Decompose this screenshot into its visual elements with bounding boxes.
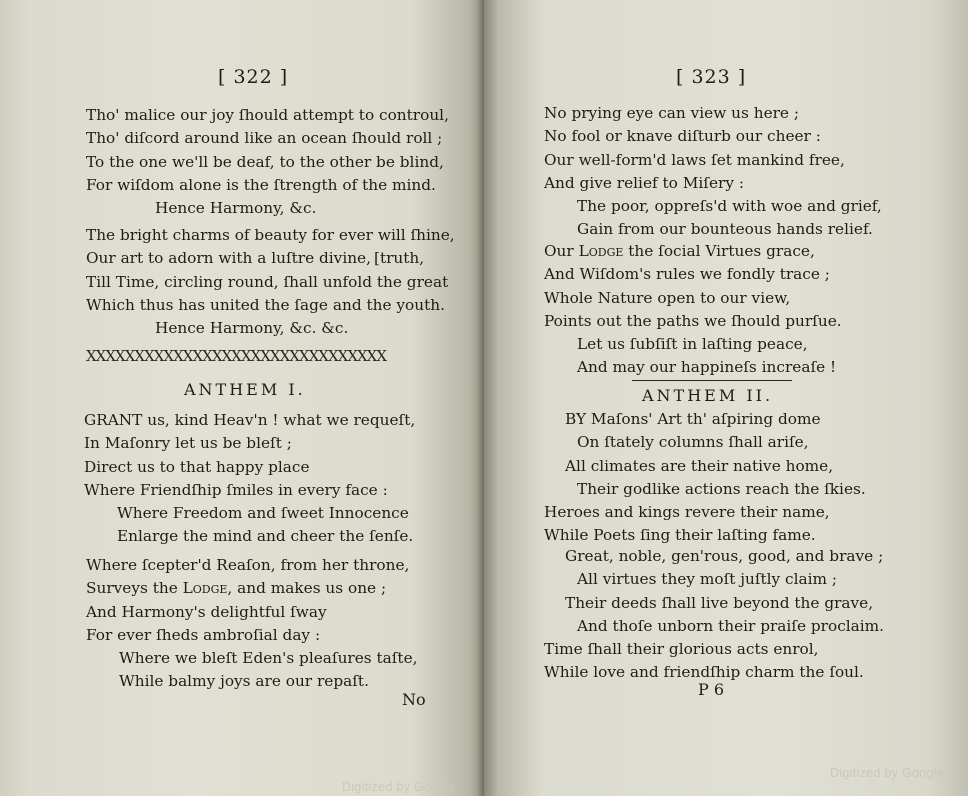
verse-line: Where Freedom and ſweet Innocence xyxy=(117,504,409,523)
verse-line: Direct us to that happy place xyxy=(84,457,310,476)
verse-line xyxy=(544,240,842,263)
verse-line: And thoſe unborn their praiſe proclaim. xyxy=(577,616,885,635)
watermark-right: Digitized by Google xyxy=(830,766,945,780)
verse-line: Great, noble, gen'rous, good, and brave ; xyxy=(565,547,884,565)
verse-line: Where Friendſhip ſmiles in every face : xyxy=(84,480,388,499)
verse-line: For wiſdom alone is the ſtrength of the mind. xyxy=(86,175,436,194)
verse-line: Which thus has united the ſage and the youth. xyxy=(86,295,445,314)
verse-line: The bright charms of beauty for ever will ſhine, xyxy=(86,226,455,244)
verse-line: And may our happineſs increaſe ! xyxy=(577,358,837,377)
verse-line: Time ſhall their glorious acts enrol, xyxy=(544,640,819,659)
verse-line: Their godlike actions reach the ſkies. xyxy=(577,479,866,498)
refrain-line: Hence Harmony, &c. xyxy=(155,199,317,218)
right-poem-stanza-2 xyxy=(544,240,842,380)
verse-line: And Wiſdom's rules we fondly trace ; xyxy=(544,265,830,284)
verse-text: Our art to adorn with a luſtre divine, xyxy=(86,249,371,268)
verse-text: Our xyxy=(544,242,579,260)
verse-line: Tho' malice our joy ſhould attempt to controul, xyxy=(86,106,449,124)
verse-line: No fool or knave diſturb our cheer : xyxy=(544,127,821,146)
verse-line: In Maſonry let us be bleſt ; xyxy=(84,434,292,453)
verse-line: To the one we'll be deaf, to the other be blind, xyxy=(86,152,444,171)
anthem-2-heading: ANTHEM II. xyxy=(642,386,774,405)
verse-text: Surveys the xyxy=(86,579,183,598)
page-number-right: [ 323 ] xyxy=(676,66,747,88)
verse-line: Whole Nature open to our view, xyxy=(544,288,791,307)
verse-line: Till Time, circling round, ſhall unfold the great xyxy=(86,272,449,291)
anthem-2-stanza-1 xyxy=(544,408,866,548)
verse-line: Where ſcepter'd Reaſon, from her throne, xyxy=(86,556,410,574)
left-poem-stanza-1 xyxy=(86,104,449,220)
verse-line: No prying eye can view us here ; xyxy=(544,104,800,122)
section-rule xyxy=(632,380,792,381)
verse-text: , and makes us one ; xyxy=(227,579,387,598)
verse-line: Heroes and kings revere their name, xyxy=(544,503,830,522)
verse-line: And Harmony's delightful ſway xyxy=(86,602,327,621)
verse-line: While love and friendſhip charm the ſoul. xyxy=(544,663,864,682)
anthem-1-stanza-1 xyxy=(84,409,415,549)
verse-line: While Poets ſing their laſting fame. xyxy=(544,526,816,545)
verse-line: Let us ſubſiſt in laſting peace, xyxy=(577,335,808,354)
verse-line: The poor, oppreſs'd with woe and grief, xyxy=(577,197,882,216)
right-poem-stanza-1 xyxy=(544,102,882,242)
watermark-left: Digitized by Google xyxy=(342,780,457,794)
verse-line: Where we bleſt Eden's pleaſures taſte, xyxy=(119,649,418,668)
verse-line: All climates are their native home, xyxy=(565,456,834,475)
catchword: No xyxy=(402,690,426,709)
page-number-left: [ 322 ] xyxy=(218,66,289,88)
verse-line: Their deeds ſhall live beyond the grave, xyxy=(565,593,874,612)
anthem-1-heading: ANTHEM I. xyxy=(184,380,306,399)
verse-text: the ſocial Virtues grace, xyxy=(623,242,815,260)
verse-line: All virtues they moſt juſtly claim ; xyxy=(577,570,838,589)
verse-line xyxy=(86,577,418,600)
verse-line: Gain from our bounteous hands relief. xyxy=(577,220,873,239)
verse-line: Our well-form'd laws ſet mankind free, xyxy=(544,150,845,169)
verse-line xyxy=(86,247,455,270)
turnover-word: [truth, xyxy=(374,249,425,268)
anthem-2-stanza-2 xyxy=(544,545,884,685)
signature-mark: P 6 xyxy=(698,680,725,699)
left-poem-stanza-2 xyxy=(86,224,455,340)
lodge-word: Lodge xyxy=(578,242,624,260)
verse-line: Points out the paths we ſhould purſue. xyxy=(544,311,842,330)
right-page xyxy=(484,0,968,796)
verse-line: For ever ſheds ambroſial day : xyxy=(86,625,321,644)
verse-line: On ſtately columns ſhall ariſe, xyxy=(577,433,809,452)
verse-line: GRANT us, kind Heav'n ! what we requeſt, xyxy=(84,411,416,429)
ornament-border: XXXXXXXXXXXXXXXXXXXXXXXXXXXXXXX xyxy=(86,347,387,365)
refrain-line: Hence Harmony, &c. &c. xyxy=(155,319,349,338)
verse-line: Tho' diſcord around like an ocean ſhould roll ; xyxy=(86,129,443,148)
verse-line: And give relief to Miſery : xyxy=(544,173,744,192)
verse-line: Enlarge the mind and cheer the ſenſe. xyxy=(117,527,414,546)
verse-line: BY Maſons' Art th' aſpiring dome xyxy=(565,410,821,428)
verse-line: While balmy joys are our repaſt. xyxy=(119,672,369,691)
anthem-1-stanza-2 xyxy=(86,554,418,694)
lodge-word: Lodge xyxy=(182,579,228,598)
